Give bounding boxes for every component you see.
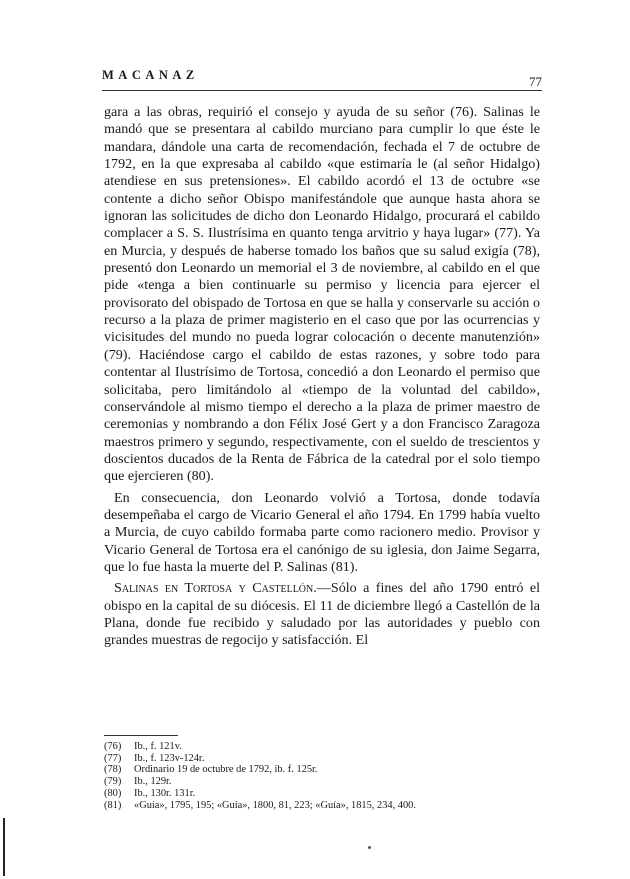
footnote xyxy=(104,776,544,788)
running-title: MACANAZ xyxy=(102,68,199,82)
footnote-number: (81) xyxy=(104,799,122,811)
footnote-number: (79) xyxy=(104,776,122,788)
page-number: 77 xyxy=(529,74,542,89)
print-speck xyxy=(368,846,371,849)
footnote xyxy=(104,788,544,800)
footnote-number: (78) xyxy=(104,764,122,776)
paragraph-2: En consecuencia, don Leonardo volvió a Tortosa, donde todavía desempeñaba el cargo de Vicario General el año 1794. En 1799 había vuelto a Murcia, de cuyo cabildo formaba parte como racionero medio. Provisor y Vicario General de Tortosa era el canónigo de su iglesia, don Jaime Segarra, que lo fue hasta la muerte del P. Salinas (81). xyxy=(104,489,540,575)
footnote-text: Ib., f. 121v. xyxy=(134,741,182,752)
binding-edge-mark xyxy=(3,818,5,876)
footnote-text: Ib., f. 123v-124r. xyxy=(134,752,205,764)
footnote xyxy=(104,741,544,753)
footnote-text: Ordinario 19 de octubre de 1792, ib. f. 125r. xyxy=(134,764,318,776)
footnote-text: «Guía», 1795, 195; «Guía», 1800, 81, 223; «Guía», 1815, 234, 400. xyxy=(134,799,416,811)
footnote-number: (77) xyxy=(104,752,122,764)
section-heading: Salinas en Tortosa y Castellón. xyxy=(114,580,317,597)
footnote-number: (76) xyxy=(104,741,122,752)
footnote-number: (80) xyxy=(104,787,122,799)
body-text xyxy=(104,104,540,650)
footnote-divider xyxy=(104,735,178,736)
footnote-text: Ib., 129r. xyxy=(134,776,172,788)
section-text: —Sólo a fines del año 1790 entró el obispo en la capital de su diócesis. El 11 de diciembre llegó a Castellón de la Plana, donde fue recibido y saludado por las autoridades y pueblo con grandes muestras de regocijo y satisfacción. El xyxy=(104,580,540,649)
footnote-text: Ib., 130r. 131r. xyxy=(134,787,196,799)
footnote xyxy=(104,753,544,765)
footnotes xyxy=(104,741,544,811)
paragraph-1: gara a las obras, requirió el consejo y ayuda de su señor (76). Salinas le mandó que se presentara al cabildo murciano para cumplir lo que éste le mandara, dándole una carta de recomendación, fechada el 7 de octubre de 1792, en la que expresaba al cabildo «que estimaría le (al señor Hidalgo) atendiese en sus pretensiones». El cabildo acordó el 13 de octubre «se contente a dicho señor Obispo manifestándole que aunque hasta ahora se ignoran las solicitudes de dicho don Leonardo Hidalgo, procurará el cabildo complacer a S. S. Ilustrísima en quanto tenga arvitrio y haya lugar» (77). Ya en Murcia, y después de haberse tomado los baños que su salud exigía (78), presentó don Leonardo un memorial el 3 de noviembre, al cabildo en el que pide «tenga a bien continuarle su permiso y licencia para ejercer el provisorato del obispado de Tortosa en que se halla y conservarle su acción o recurso a la plaza de primer magisterio en el caso que por las ocurrencias y vicisitudes del mundo no pueda lograr colocación o decente manutenzión» (79). Haciéndose cargo el cabildo de estas razones, y sobre todo para contentar al Ilustrísimo de Tortosa, concedió a don Leonardo el permiso que solicitaba, pero limitándolo al «tiempo de la voluntad del cabildo», conservándole al mismo tiempo el derecho a la plaza de primer maestro de ceremonias y nombrando a don Félix José Gert y a don Francisco Zaragoza maestros primero y segundo, respectivamente, con el sueldo de trescientos y doscientos ducados de la Renta de Fábrica de la catedral por el solo tiempo que ejercieren (80). xyxy=(104,104,540,485)
section-paragraph xyxy=(104,580,540,649)
footnote xyxy=(104,800,544,812)
running-header xyxy=(102,68,542,91)
footnote xyxy=(104,764,544,776)
